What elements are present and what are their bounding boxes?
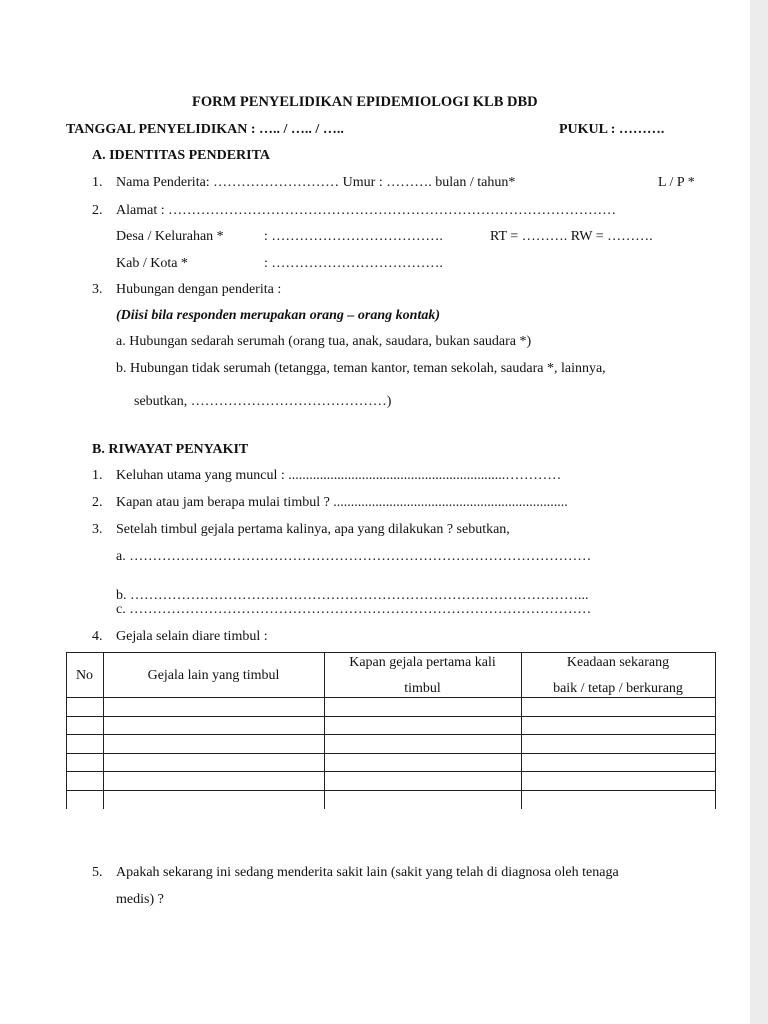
b-item1-number: 1. [92, 468, 103, 483]
table-header-keadaan-line1: Keadaan sekarang [566, 655, 670, 670]
a-item1-sex: L / P * [658, 175, 695, 190]
b-item5-number: 5. [92, 865, 103, 880]
table-header-kapan-line2: timbul [404, 681, 441, 696]
b-item3-action: Setelah timbul gejala pertama kalinya, apa yang dilakukan ? sebutkan, [116, 522, 510, 537]
rt-rw: RT = ………. RW = ………. [490, 229, 653, 244]
table-header-no: No [75, 668, 94, 683]
a-item3-note: (Diisi bila responden merupakan orang – orang kontak) [116, 308, 440, 323]
table-header-keadaan-line2: baik / tetap / berkurang [553, 681, 683, 696]
kab-label: Kab / Kota * [116, 256, 188, 271]
section-a-heading: A. IDENTITAS PENDERITA [92, 148, 271, 163]
b-item4-number: 4. [92, 629, 103, 644]
b-item3c: c. ……………………………………………………………………………………… [116, 602, 592, 617]
a-item3-relation: Hubungan dengan penderita : [116, 282, 282, 297]
date-line: TANGGAL PENYELIDIKAN : ….. / ….. / ….. [66, 122, 344, 137]
form-title: FORM PENYELIDIKAN EPIDEMIOLOGI KLB DBD [192, 94, 538, 110]
section-b-heading: B. RIWAYAT PENYAKIT [92, 442, 249, 457]
b-item4-symptoms: Gejala selain diare timbul : [116, 629, 268, 644]
desa-label: Desa / Kelurahan * [116, 229, 224, 244]
desa-value: : ………………………………. [264, 229, 443, 244]
a-item1-number: 1. [92, 175, 103, 190]
b-item1-complaint: Keluhan utama yang muncul : ..............................................................………… [116, 468, 562, 483]
time-line: PUKUL : ………. [559, 122, 665, 137]
symptoms-table [66, 652, 716, 809]
a-item3b-cont: sebutkan, ……………………………………) [134, 394, 392, 409]
b-item3b: b. ……………………………………………………………………………………... [116, 588, 589, 603]
table-header-gejala: Gejala lain yang timbul [147, 668, 280, 683]
b-item2-onset: Kapan atau jam berapa mulai timbul ? ................................................................... [116, 495, 568, 510]
a-item3a: a. Hubungan sedarah serumah (orang tua, anak, saudara, bukan saudara *) [116, 334, 532, 349]
a-item3b: b. Hubungan tidak serumah (tetangga, teman kantor, teman sekolah, saudara *, lainnya, [116, 361, 606, 376]
b-item3-number: 3. [92, 522, 103, 537]
b-item5-other-illness: Apakah sekarang ini sedang menderita sakit lain (sakit yang telah di diagnosa oleh tenaga [116, 865, 619, 880]
b-item3a: a. ……………………………………………………………………………………… [116, 549, 592, 564]
a-item1-name-age: Nama Penderita: ……………………… Umur : ………. bulan / tahun* [116, 175, 516, 190]
a-item2-number: 2. [92, 203, 103, 218]
b-item5-cont: medis) ? [116, 892, 164, 907]
kab-value: : ………………………………. [264, 256, 443, 271]
a-item2-address: Alamat : …………………………………………………………………………………… [116, 203, 617, 218]
a-item3-number: 3. [92, 282, 103, 297]
table-header-kapan-line1: Kapan gejala pertama kali [349, 655, 496, 670]
b-item2-number: 2. [92, 495, 103, 510]
